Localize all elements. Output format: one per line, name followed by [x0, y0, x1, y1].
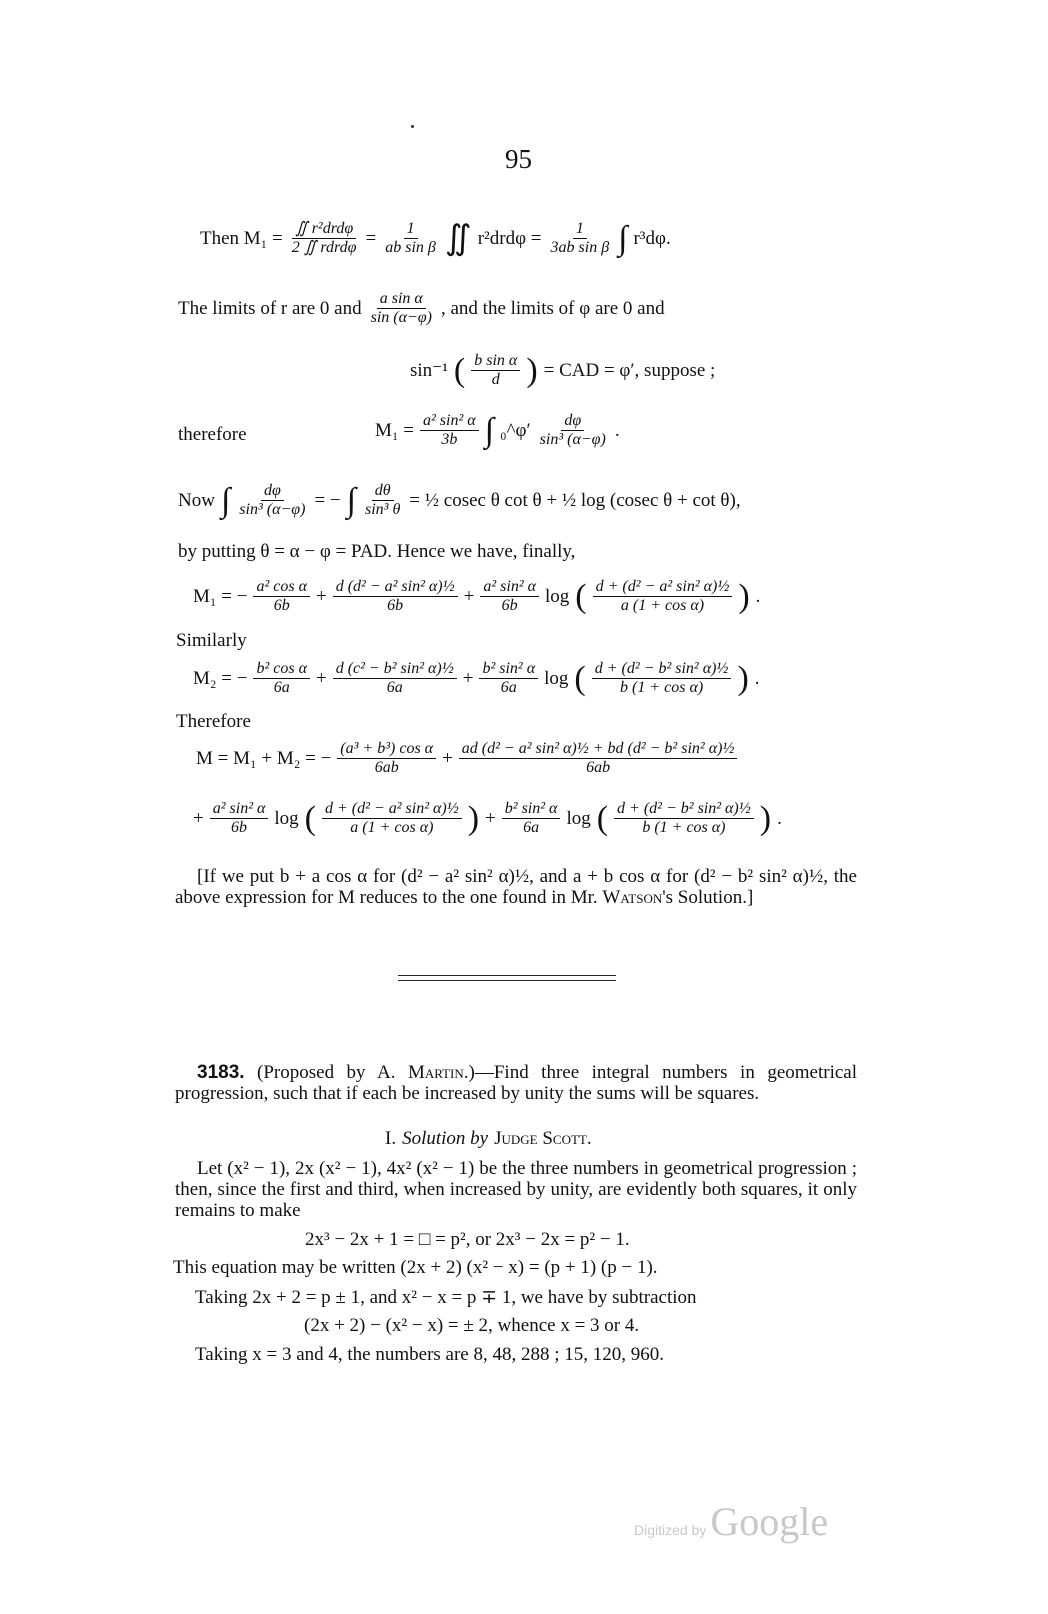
denominator: 6a — [500, 679, 517, 697]
math-symbol: ( — [574, 659, 586, 697]
watermark-text: Digitized by — [634, 1522, 707, 1538]
denominator: sin³ (α−φ) — [539, 431, 606, 449]
denominator: sin³ θ — [364, 501, 401, 519]
math-text: + — [485, 807, 496, 829]
math-text: . — [755, 585, 761, 607]
fraction — [289, 220, 360, 258]
math-symbol: ∫ — [346, 481, 356, 519]
solution-by: Solution by — [402, 1128, 489, 1149]
math-text: M₁ = − — [193, 585, 248, 607]
math-symbol: ( — [304, 799, 316, 837]
numerator: d + (d² − a² sin² α)½ — [593, 578, 733, 597]
numerator: dφ — [561, 412, 584, 431]
math-text: r³dφ. — [633, 227, 671, 249]
similarly-label — [176, 630, 247, 652]
equation-m1-final — [193, 578, 760, 616]
denominator: sin³ (α−φ) — [239, 501, 306, 519]
numerator: dθ — [372, 482, 394, 501]
problem-proposer: Martin — [407, 1062, 464, 1083]
denominator: 6ab — [374, 759, 399, 777]
fraction — [537, 412, 609, 450]
fraction — [333, 660, 457, 698]
fraction — [593, 578, 733, 616]
fraction — [548, 220, 613, 258]
math-symbol: ) — [738, 577, 750, 615]
math-text: = ½ cosec θ cot θ + ½ log (cosec θ + cot θ), — [409, 489, 741, 511]
fraction — [479, 660, 538, 698]
math-text: r²drdφ = — [477, 227, 542, 249]
result-line — [195, 1344, 664, 1366]
numerator: b sin α — [471, 352, 520, 371]
numerator: d (d² − a² sin² α)½ — [333, 578, 458, 597]
numerator: a² sin² α — [420, 412, 479, 431]
numerator: d (c² − b² sin² α)½ — [333, 660, 457, 679]
fraction — [210, 800, 269, 838]
math-text: Similarly — [176, 630, 247, 651]
section-divider-top — [398, 975, 616, 976]
equation-m1-integral — [375, 412, 620, 450]
equation-m-sum-continued — [193, 800, 782, 838]
math-text: therefore — [178, 424, 247, 445]
math-symbol: ) — [759, 799, 772, 837]
math-text: Taking 2x + 2 = p ± 1, and x² − x = p ∓ 1, we have by subtraction — [195, 1287, 697, 1308]
math-text: (2x + 2) − (x² − x) = ± 2, whence x = 3 or 4. — [304, 1315, 640, 1336]
equation-m2-final — [193, 660, 760, 698]
numerator: 1 — [404, 220, 418, 239]
numerator: a² sin² α — [480, 578, 539, 597]
denominator: b (1 + cos α) — [642, 819, 726, 837]
denominator: 3ab sin β — [550, 239, 610, 257]
numerator: dφ — [261, 482, 284, 501]
math-symbol: ) — [737, 659, 749, 697]
equation-subtraction — [304, 1315, 639, 1337]
numerator: b² cos α — [253, 660, 310, 679]
fraction — [471, 352, 520, 390]
math-text: M₁ = — [375, 419, 414, 441]
math-symbol: ) — [467, 799, 480, 837]
fraction — [253, 578, 310, 616]
numerator: b² sin² α — [479, 660, 538, 679]
equation-written — [173, 1257, 658, 1279]
equation-m1-definition — [200, 220, 671, 258]
denominator: 6a — [386, 679, 403, 697]
math-text: Taking x = 3 and 4, the numbers are 8, 48, 288 ; 15, 120, 960. — [195, 1344, 665, 1365]
math-text: log — [274, 807, 299, 829]
note-text: [If we put b + a cos α for (d² − a² sin² α)½, and a + b cos α for (d² − b² sin² α)½, the above expression for M reduces to the one found in Mr. — [175, 866, 857, 908]
math-text: . — [614, 419, 620, 441]
math-text: sin⁻¹ — [410, 360, 448, 382]
denominator: a (1 + cos α) — [350, 819, 434, 837]
denominator: 3b — [441, 431, 458, 449]
problem-number: 3183. — [197, 1062, 245, 1083]
math-text: . — [777, 807, 782, 829]
equation-m-sum — [196, 740, 737, 778]
math-text: The limits of r are 0 and — [178, 297, 362, 319]
denominator: 6ab — [586, 759, 611, 777]
math-text: = − — [314, 489, 341, 511]
equation-cad — [410, 352, 715, 390]
math-text: = — [365, 227, 377, 249]
math-symbol: ( — [575, 577, 587, 615]
limits-line — [178, 290, 665, 328]
therefore-label-2 — [176, 711, 251, 733]
denominator: 6b — [273, 597, 290, 615]
fraction — [337, 740, 436, 778]
denominator: sin (α−φ) — [370, 309, 432, 327]
fraction — [333, 578, 458, 616]
math-text: M = M₁ + M₂ = − — [196, 747, 332, 769]
fraction — [236, 482, 308, 520]
numerator: a² cos α — [253, 578, 310, 597]
math-text: . — [754, 667, 760, 689]
fraction — [592, 660, 732, 698]
math-text: log — [566, 807, 591, 829]
note-name: Watson — [602, 887, 663, 908]
numerator: a² sin² α — [210, 800, 269, 819]
math-symbol: ∬ — [444, 219, 472, 257]
denominator: 6a — [273, 679, 290, 697]
fraction — [362, 482, 403, 520]
denominator: 6b — [501, 597, 518, 615]
math-text: Then M₁ = — [200, 227, 283, 249]
fraction — [253, 660, 310, 698]
therefore-label — [178, 424, 247, 446]
denominator: 6b — [387, 597, 404, 615]
equation-square — [305, 1229, 630, 1251]
section-divider-bottom — [398, 980, 616, 981]
fraction — [382, 220, 439, 258]
solution-heading — [385, 1128, 592, 1150]
google-logo: Google — [710, 1499, 829, 1544]
math-text: , and the limits of φ are 0 and — [440, 297, 665, 319]
numerator: d + (d² − b² sin² α)½ — [592, 660, 732, 679]
solution-paragraph: Let (x² − 1), 2x (x² − 1), 4x² (x² − 1) be the three numbers in geometrical progression ; then, since the first and third, when increased by unity, are evidently both squares, it only remains to make — [175, 1158, 857, 1221]
denominator: 2 ∬ rdrdφ — [291, 239, 357, 257]
math-text: + — [315, 667, 327, 689]
solution-numeral: I. — [385, 1128, 397, 1149]
numerator: d + (d² − b² sin² α)½ — [614, 800, 754, 819]
numerator: a sin α — [377, 290, 426, 309]
math-text: + — [193, 807, 204, 829]
numerator: 1 — [573, 220, 587, 239]
math-text: + — [315, 585, 327, 607]
fraction — [420, 412, 479, 450]
google-watermark — [634, 1498, 828, 1545]
page-number: 95 — [505, 144, 532, 174]
solution-author: Judge Scott. — [494, 1128, 592, 1149]
math-text: 2x³ − 2x + 1 = □ = p², or 2x³ − 2x = p² − 1. — [305, 1229, 630, 1250]
math-text: + — [442, 747, 453, 769]
fraction — [502, 800, 561, 838]
math-symbol: ) — [526, 351, 538, 389]
math-symbol: ( — [596, 799, 609, 837]
denominator: 6b — [231, 819, 248, 837]
math-text: This equation may be written (2x + 2) (x² − x) = (p + 1) (p − 1). — [173, 1257, 658, 1278]
math-text: + — [463, 585, 475, 607]
fraction — [459, 740, 738, 778]
denominator: d — [491, 371, 500, 389]
fraction — [368, 290, 435, 328]
math-symbol: ( — [453, 351, 466, 389]
fraction — [322, 800, 462, 838]
problem-text: (Proposed by A. — [244, 1062, 408, 1083]
denominator: ab sin β — [385, 239, 436, 257]
math-text: log — [544, 667, 569, 689]
math-symbol: ∫ — [618, 219, 628, 257]
putting-line — [178, 541, 575, 563]
math-text: + — [462, 667, 474, 689]
math-text: Now — [178, 489, 215, 511]
math-text: log — [545, 585, 570, 607]
math-symbol: ∫ — [220, 481, 231, 519]
numerator: ∬ r²drdφ — [292, 220, 356, 239]
note-paragraph — [175, 866, 857, 908]
math-text: by putting θ = α − φ = PAD. Hence we have, finally, — [178, 541, 576, 562]
numerator: b² sin² α — [502, 800, 561, 819]
math-text: ₀^φ′ — [499, 419, 531, 441]
fraction — [614, 800, 754, 838]
equation-now — [178, 482, 741, 520]
denominator: 6a — [523, 819, 540, 837]
problem-text-end: .)—Find three integral numbers in geometrical progression, such that if each be increased by unity the sums will be squares. — [175, 1062, 857, 1104]
problem-paragraph — [175, 1062, 857, 1104]
numerator: ad (d² − a² sin² α)½ + bd (d² − b² sin² α)½ — [459, 740, 738, 759]
math-text: Therefore — [176, 711, 251, 732]
note-text-end: 's Solution.] — [662, 887, 754, 908]
taking-line — [195, 1286, 697, 1309]
numerator: d + (d² − a² sin² α)½ — [322, 800, 462, 819]
denominator: b (1 + cos α) — [619, 679, 704, 697]
numerator: (a³ + b³) cos α — [337, 740, 436, 759]
math-symbol: ∫ — [484, 411, 494, 449]
fraction — [480, 578, 539, 616]
math-text: = CAD = φ′, suppose ; — [543, 359, 716, 381]
stray-dot — [411, 125, 414, 128]
denominator: a (1 + cos α) — [620, 597, 705, 615]
math-text: M₂ = − — [193, 667, 248, 689]
